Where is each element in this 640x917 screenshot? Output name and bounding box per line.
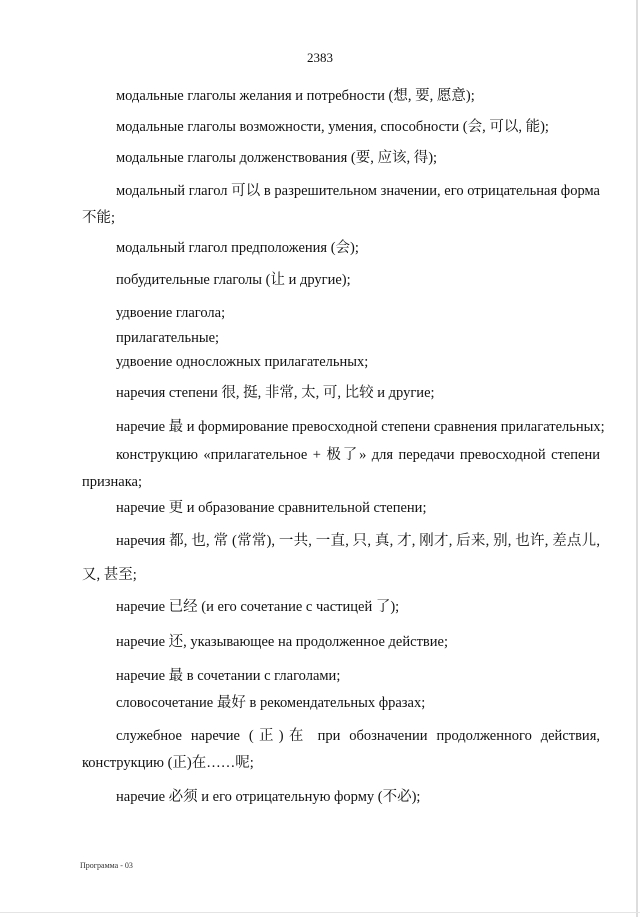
text-line-11: наречия степени 很, 挺, 非常, 太, 可, 比较 и другие; [116, 385, 435, 401]
text-line-23: конструкцию (正)在……呢; [82, 755, 254, 771]
text-line-3: модальные глаголы долженствования (要, 应该, 得); [116, 150, 438, 166]
text-line-12: наречие 最 и формирование превосходной степени сравнения прилагательных; [116, 419, 605, 435]
text-line-22: служебное наречие (正)在 при обозначении продолженного действия, [116, 728, 600, 744]
page-footer: Программа - 03 [80, 861, 133, 870]
text-line-5: 不能; [82, 210, 116, 226]
text-line-13: конструкцию «прилагательное + 极了» для передачи превосходной степени [116, 447, 600, 463]
text-line-8: удвоение глагола; [116, 305, 226, 321]
scan-edge-right [636, 0, 638, 917]
text-line-9: прилагательные; [116, 330, 220, 346]
scan-edge-bottom [0, 912, 640, 913]
text-line-1: модальные глаголы желания и потребности (想, 要, 愿意); [116, 88, 475, 104]
text-line-18: наречие 已经 (и его сочетание с частицей 了); [116, 599, 400, 615]
text-line-24: наречие 必须 и его отрицательную форму (不必); [116, 789, 421, 805]
text-line-10: удвоение односложных прилагательных; [116, 354, 369, 370]
text-line-4: модальный глагол 可以 в разрешительном значении, его отрицательная форма [116, 183, 600, 199]
text-line-20: наречие 最 в сочетании с глаголами; [116, 668, 341, 684]
text-line-17: 又, 甚至; [82, 567, 137, 583]
text-line-7: побудительные глаголы (让 и другие); [116, 272, 351, 288]
text-line-21: словосочетание 最好 в рекомендательных фразах; [116, 695, 426, 711]
text-line-6: модальный глагол предположения (会); [116, 240, 359, 256]
text-line-15: наречие 更 и образование сравнительной степени; [116, 500, 427, 516]
text-line-2: модальные глаголы возможности, умения, способности (会, 可以, 能); [116, 119, 549, 135]
text-line-19: наречие 还, указывающее на продолженное действие; [116, 634, 448, 650]
page-number: 2383 [307, 50, 333, 65]
text-line-16: наречия 都, 也, 常 (常常), 一共, 一直, 只, 真, 才, 刚才, 后来, 别, 也许, 差点儿, [116, 533, 600, 549]
text-line-14: признака; [82, 474, 142, 490]
